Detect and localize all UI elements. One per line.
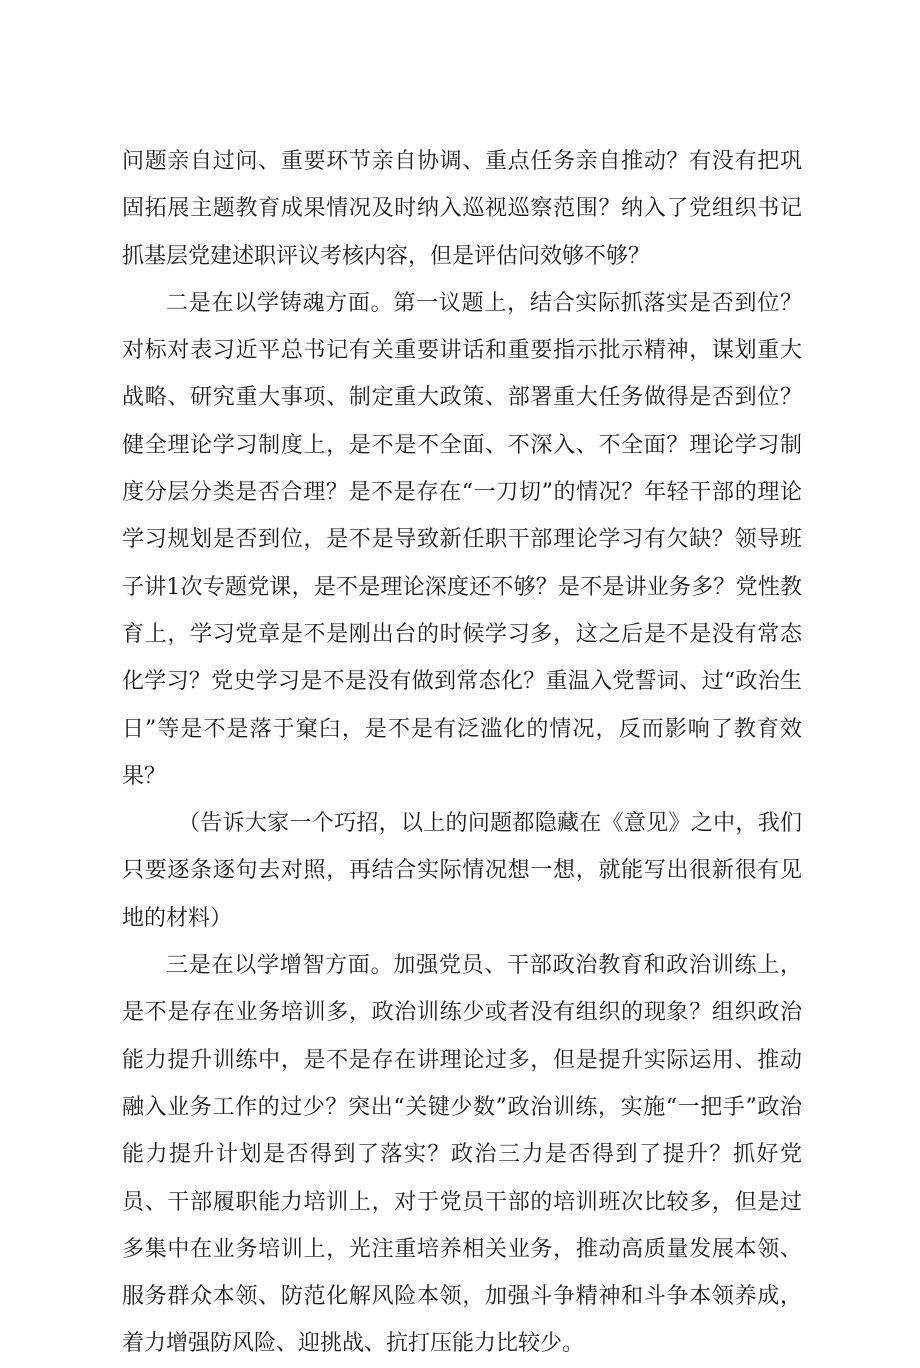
paragraph-continuation: 问题亲自过问、重要环节亲自协调、重点任务亲自推动？有没有把巩固拓展主题教育成果情况及时纳入巡视巡察范围？纳入了党组织书记抓基层党建述职评议考核内容，但是评估问效够不够？ <box>122 149 802 269</box>
paragraph-tip: （告诉大家一个巧招，以上的问题都隐藏在《意见》之中，我们只要逐条逐句去对照，再结合实际情况想一想，就能写出很新很有见地的材料） <box>122 811 802 931</box>
paragraph-section-three: 三是在以学增智方面。加强党员、干部政治教育和政治训练上，是不是存在业务培训多，政治训练少或者没有组织的现象？组织政治能力提升训练中，是不是存在讲理论过多，但是提升实际运用、推动融入业务工作的过少？突出“关键少数”政治训练，实施“一把手”政治能力提升计划是否得到了落实？政治三力是否得到了提升？抓好党员、干部履职能力培训上，对于党员干部的培训班次比较多，但是过多集中在业务培训上，光注重培养相关业务，推动高质量发展本领、服务群众本领、防范化解风险本领，加强斗争精神和斗争本领养成，着力增强防风险、迎挑战、抗打压能力比较少。 <box>122 953 802 1357</box>
paragraph-section-two: 二是在以学铸魂方面。第一议题上，结合实际抓落实是否到位？对标对表习近平总书记有关重要讲话和重要指示批示精神，谋划重大战略、研究重大事项、制定重大政策、部署重大任务做得是否到位？健全理论学习制度上，是不是不全面、不深入、不全面？理论学习制度分层分类是否合理？是不是存在“一刀切”的情况？年轻干部的理论学习规划是否到位，是不是导致新任职干部理论学习有欠缺？领导班子讲1次专题党课，是不是理论深度还不够？是不是讲业务多？党性教育上，学习党章是不是刚出台的时候学习多，这之后是不是没有常态化学习？党史学习是不是没有做到常态化？重温入党誓词、过“政治生日”等是不是落于窠臼，是不是有泛滥化的情况，反而影响了教育效果？ <box>122 290 802 789</box>
document-body <box>122 138 802 1368</box>
